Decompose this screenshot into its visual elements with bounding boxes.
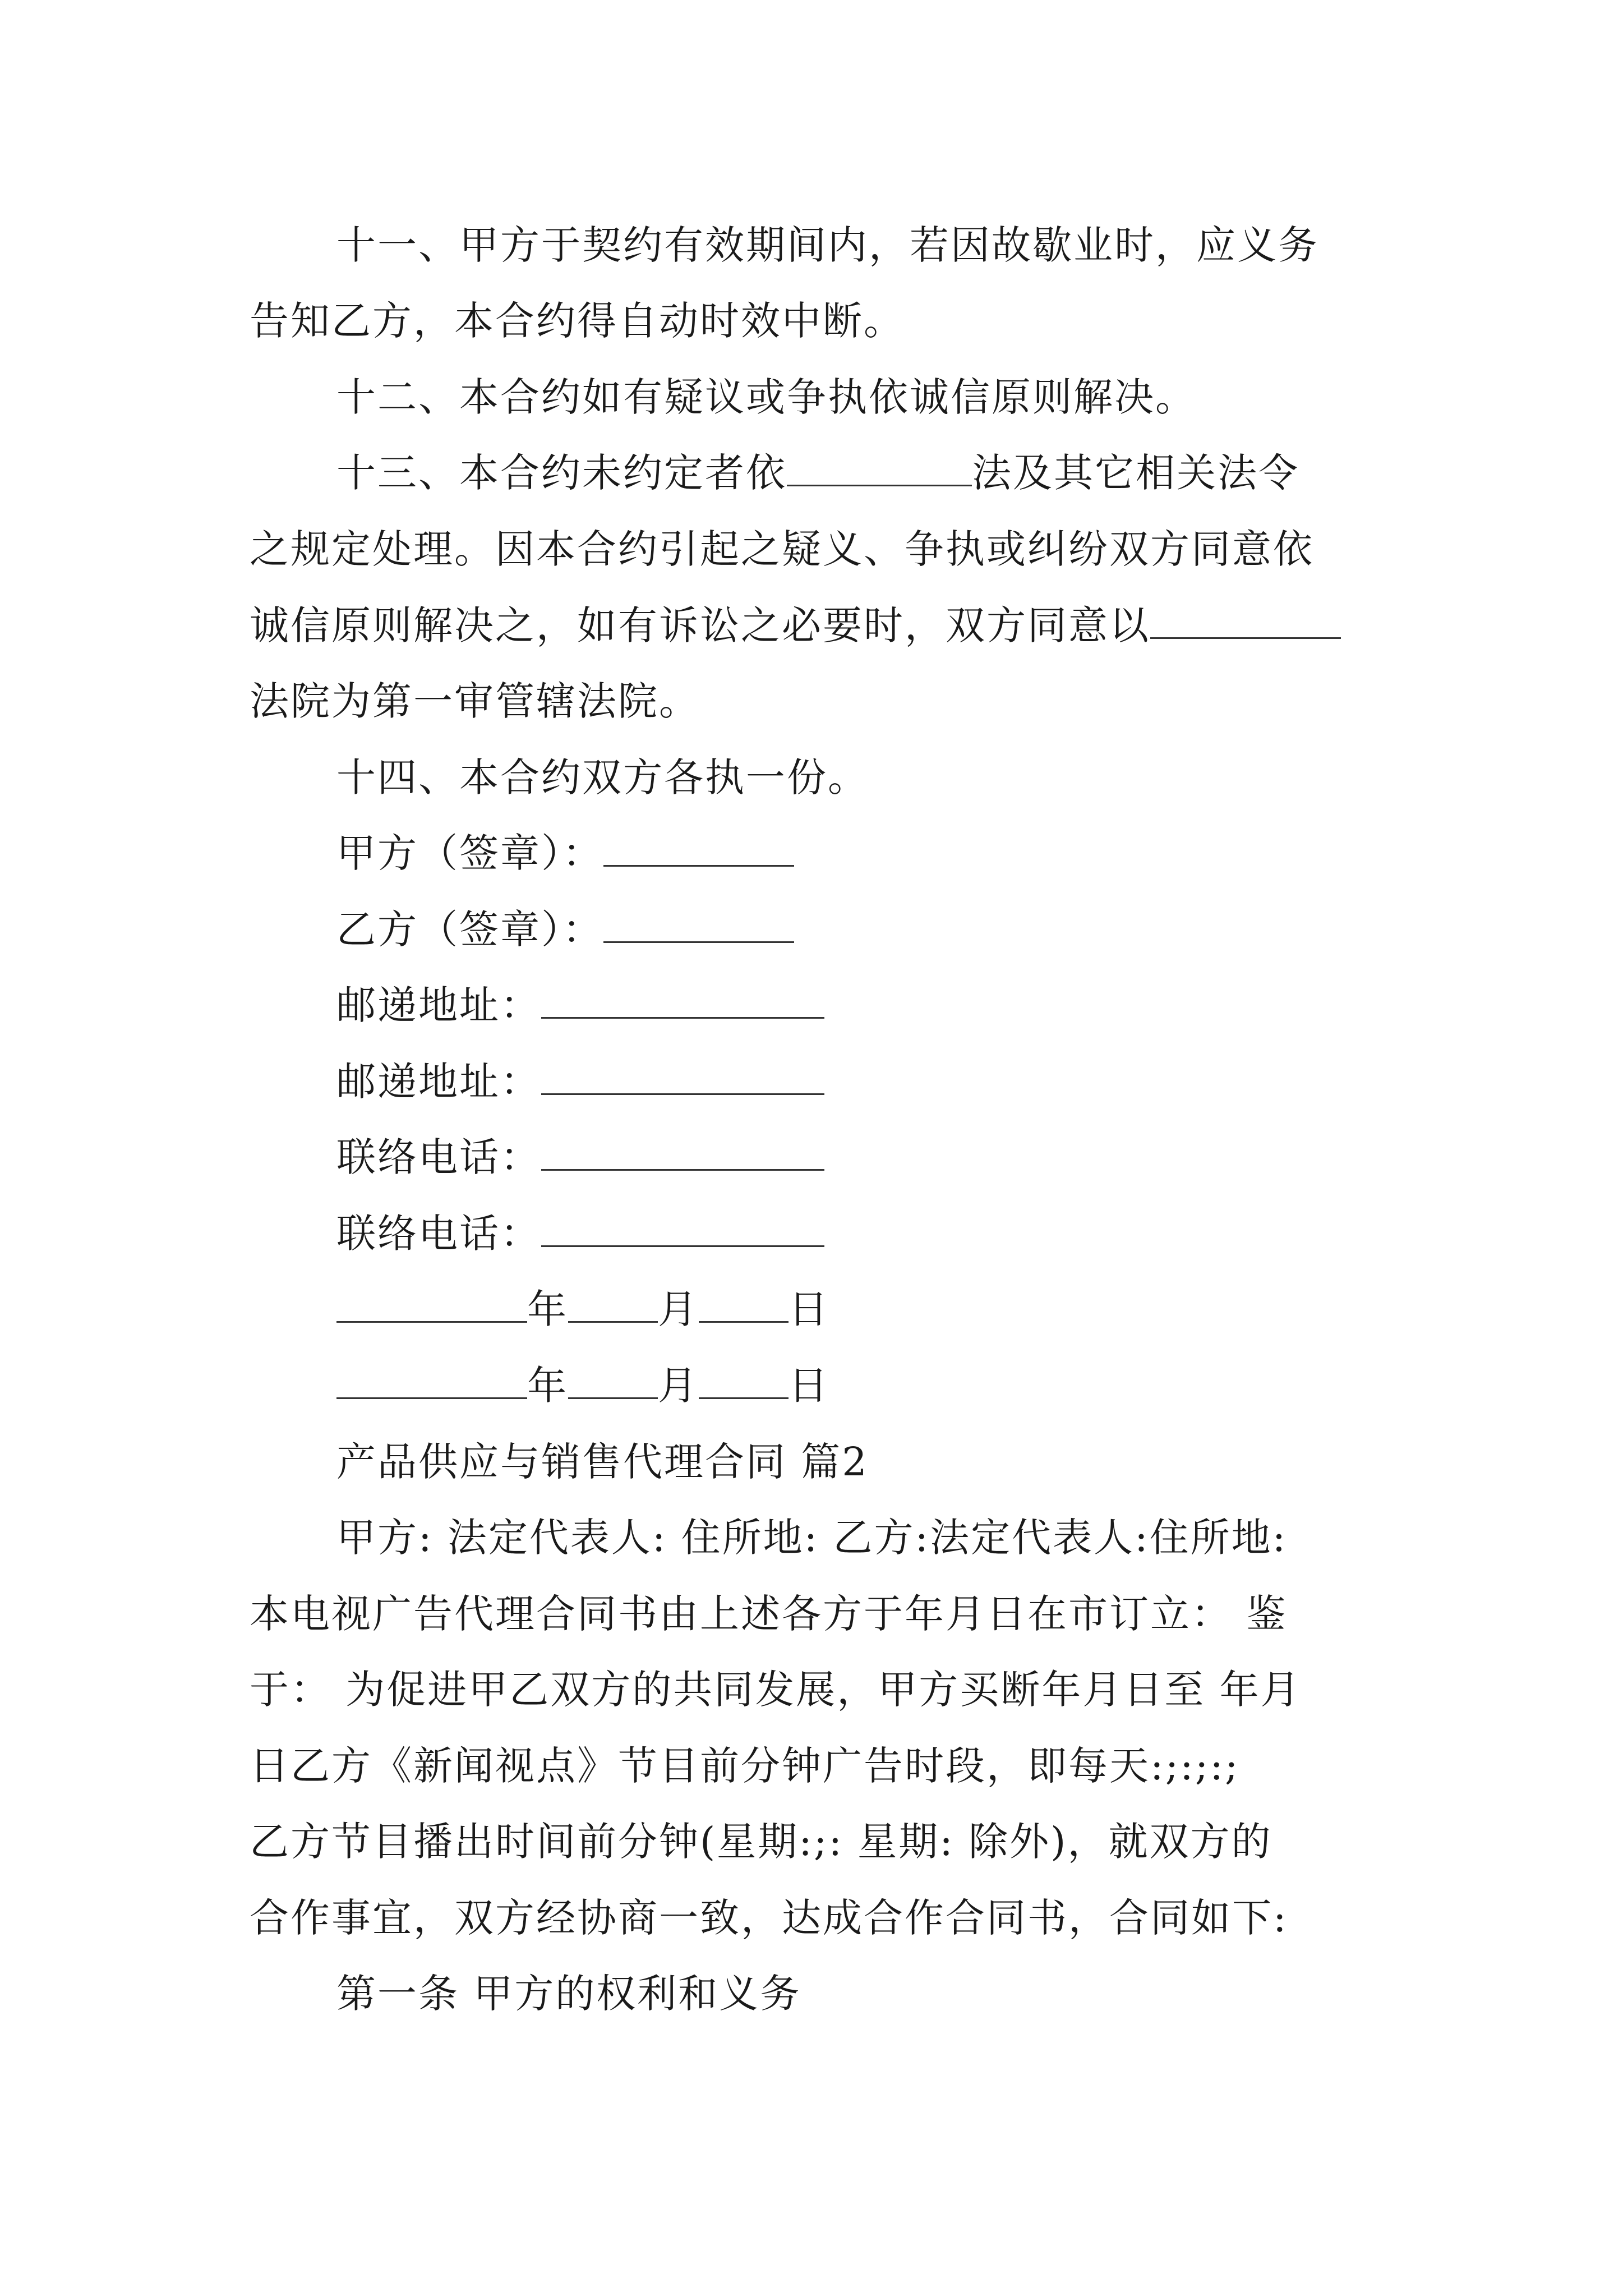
paragraph-line: 甲方: 法定代表人: 住所地: 乙方:法定代表人:住所地: (336, 1515, 1288, 1561)
paragraph-line: 日乙方《新闻视点》节目前分钟广告时段，即每天:;:;:; (250, 1743, 1240, 1789)
field-label: 联络电话： (336, 1134, 541, 1180)
year-blank[interactable] (336, 1284, 527, 1323)
article-heading: 第一条 甲方的权利和义务 (336, 1971, 801, 2017)
field-label: 乙方（签章）： (336, 907, 603, 953)
address-field (336, 980, 824, 1030)
day-label: 日 (789, 1286, 829, 1332)
address-blank[interactable] (541, 980, 824, 1019)
paragraph-line: 法院为第一审管辖法院。 (250, 678, 700, 724)
paragraph-line (250, 600, 1341, 651)
day-blank[interactable] (699, 1360, 789, 1399)
year-label: 年 (527, 1286, 568, 1332)
paragraph-line: 本电视广告代理合同书由上述各方于年月日在市订立： 鉴 (250, 1591, 1288, 1637)
phone-blank[interactable] (541, 1132, 824, 1171)
paragraph-line: 于： 为促进甲乙双方的共同发展，甲方买断年月日至 年月 (250, 1667, 1302, 1713)
month-blank[interactable] (568, 1360, 658, 1399)
party-b-signature-blank[interactable] (603, 904, 794, 943)
line-text: 十三、本合约未约定者依 (336, 450, 787, 496)
month-label: 月 (658, 1286, 699, 1332)
month-blank[interactable] (568, 1284, 658, 1323)
paragraph-line: 合作事宜，双方经协商一致，达成合作合同书，合同如下: (250, 1895, 1288, 1941)
paragraph-line: 之规定处理。因本合约引起之疑义、争执或纠纷双方同意依 (250, 526, 1314, 572)
date-field (336, 1360, 829, 1411)
line-text: 法及其它相关法令 (972, 450, 1299, 496)
paragraph-line: 十一、甲方于契约有效期间内，若因故歇业时，应义务 (336, 222, 1319, 268)
field-label: 邮递地址： (336, 982, 541, 1028)
paragraph-line: 告知乙方，本合约得自动时效中断。 (250, 298, 905, 344)
phone-field (336, 1132, 824, 1182)
year-blank[interactable] (336, 1360, 527, 1399)
field-label: 联络电话： (336, 1211, 541, 1257)
field-label: 邮递地址： (336, 1059, 541, 1105)
address-blank[interactable] (541, 1056, 824, 1095)
field-label: 甲方（签章）： (336, 830, 603, 876)
year-label: 年 (527, 1363, 568, 1409)
day-blank[interactable] (699, 1284, 789, 1323)
paragraph-line (336, 448, 1299, 498)
address-field (336, 1056, 824, 1107)
law-name-blank[interactable] (787, 448, 972, 486)
day-label: 日 (789, 1363, 829, 1409)
line-text: 诚信原则解决之，如有诉讼之必要时，双方同意以 (250, 602, 1150, 648)
paragraph-line: 乙方节目播出时间前分钟(星期:;: 星期: 除外)，就双方的 (250, 1819, 1272, 1865)
date-field (336, 1284, 829, 1335)
section-heading: 产品供应与销售代理合同 篇2 (336, 1439, 869, 1485)
party-a-signature-blank[interactable] (603, 828, 794, 867)
signature-field-party-a (336, 828, 794, 878)
phone-blank[interactable] (541, 1208, 824, 1247)
paragraph-line: 十二、本合约如有疑议或争执依诚信原则解决。 (336, 374, 1196, 420)
court-name-blank[interactable] (1150, 600, 1341, 639)
month-label: 月 (658, 1363, 699, 1409)
paragraph-line: 十四、本合约双方各执一份。 (336, 754, 869, 800)
signature-field-party-b (336, 904, 794, 955)
phone-field (336, 1208, 824, 1259)
